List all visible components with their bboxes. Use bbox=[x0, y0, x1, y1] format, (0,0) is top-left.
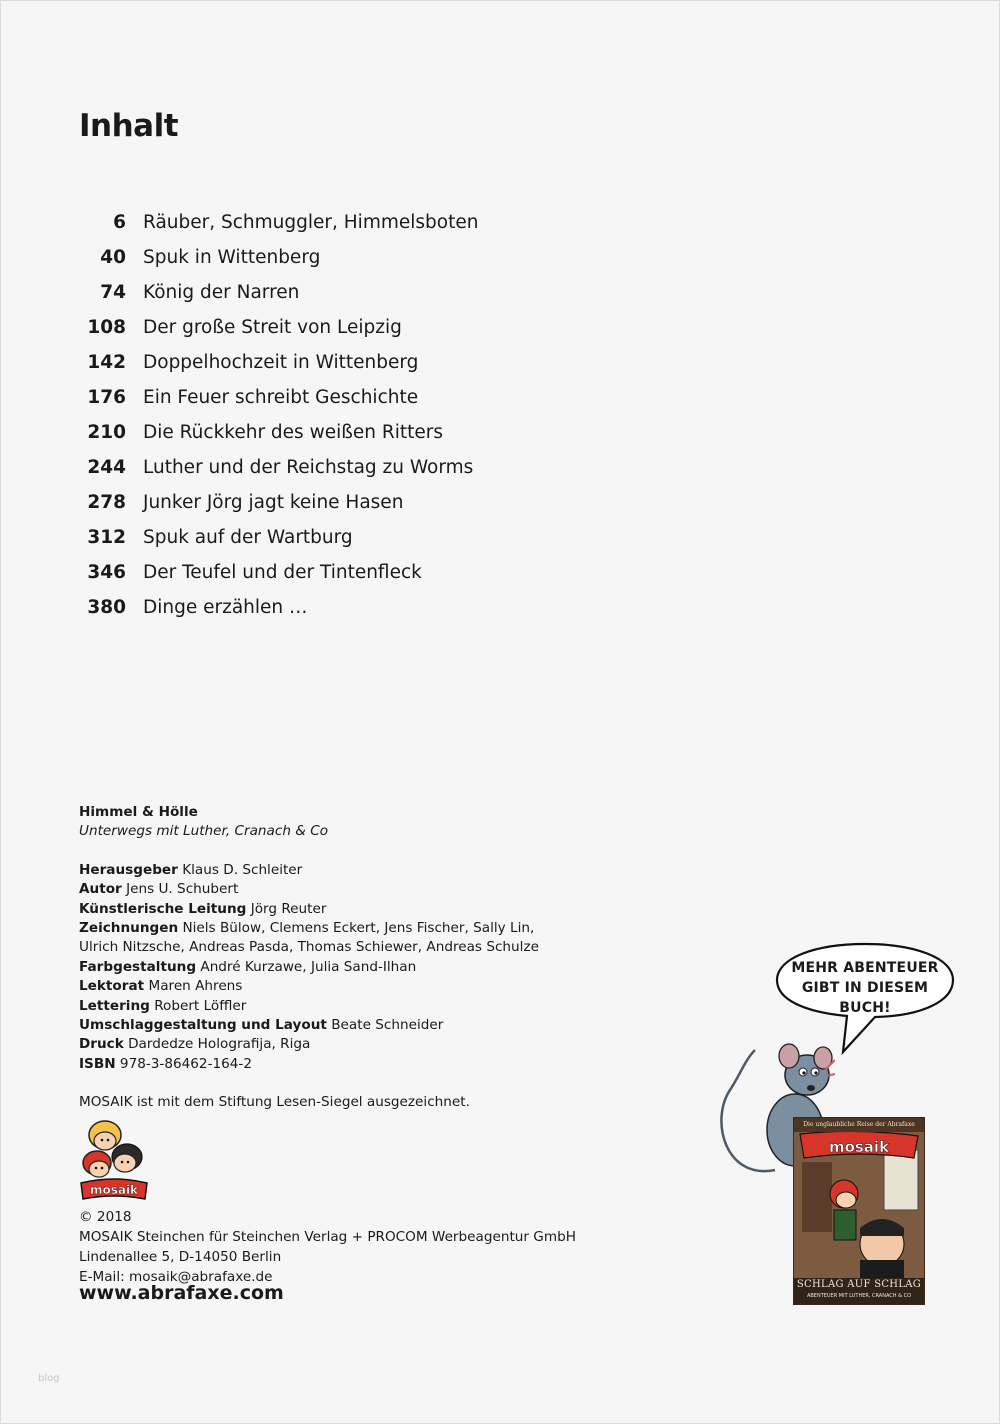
credit-line bbox=[79, 1035, 599, 1054]
credit-line-continued bbox=[79, 938, 599, 957]
credit-value: Klaus D. Schleiter bbox=[182, 861, 303, 878]
cover-title: SCHLAG AUF SCHLAG bbox=[796, 1279, 922, 1290]
credit-label: Umschlaggestaltung und Layout bbox=[79, 1017, 327, 1034]
credit-label: Lettering bbox=[79, 997, 150, 1014]
toc-page-number: 380 bbox=[87, 597, 126, 618]
copyright-year: © 2018 bbox=[79, 1209, 132, 1225]
logo-text: mosaik bbox=[89, 1183, 139, 1197]
credit-label: Farbgestaltung bbox=[79, 958, 197, 975]
table-of-contents bbox=[79, 205, 679, 625]
toc-entry[interactable] bbox=[79, 240, 679, 275]
toc-chapter-title: Spuk auf der Wartburg bbox=[143, 527, 353, 548]
cover-subtitle: ABENTEUER MIT LUTHER, CRANACH & CO bbox=[806, 1293, 912, 1299]
toc-chapter-title: Räuber, Schmuggler, Himmelsboten bbox=[143, 212, 479, 233]
toc-page-number: 244 bbox=[87, 457, 126, 478]
toc-chapter-title: König der Narren bbox=[143, 282, 300, 303]
credit-value: Niels Bülow, Clemens Eckert, Jens Fischer, Sally Lin, bbox=[182, 920, 535, 937]
credit-label: Autor bbox=[79, 881, 122, 898]
toc-entry[interactable] bbox=[79, 520, 679, 555]
credit-value: Jörg Reuter bbox=[250, 900, 327, 917]
credit-value: André Kurzawe, Julia Sand-Ilhan bbox=[200, 958, 417, 975]
toc-page-number: 346 bbox=[87, 562, 126, 583]
copyright-block bbox=[79, 1207, 639, 1287]
credit-label: Lektorat bbox=[79, 978, 145, 995]
toc-entry[interactable] bbox=[79, 485, 679, 520]
toc-page-number: 74 bbox=[100, 282, 126, 303]
toc-page-number: 108 bbox=[87, 317, 126, 338]
credit-line bbox=[79, 1016, 599, 1035]
cover-title-band bbox=[794, 1278, 924, 1304]
credit-line bbox=[79, 861, 599, 880]
toc-entry[interactable] bbox=[79, 275, 679, 310]
bubble-line: MEHR ABENTEUER bbox=[791, 960, 939, 976]
toc-chapter-title: Spuk in Wittenberg bbox=[143, 247, 321, 268]
cover-illustration bbox=[794, 1132, 924, 1280]
toc-chapter-title: Der Teufel und der Tintenfleck bbox=[143, 562, 422, 583]
toc-chapter-title: Luther und der Reichstag zu Worms bbox=[143, 457, 474, 478]
toc-page-number: 40 bbox=[100, 247, 126, 268]
credit-label: Herausgeber bbox=[79, 861, 178, 878]
bubble-line: GIBT IN DIESEM BUCH! bbox=[801, 980, 929, 1016]
book-subtitle: Unterwegs mit Luther, Cranach & Co bbox=[79, 823, 329, 840]
mosaik-logo bbox=[79, 1117, 149, 1203]
credit-line bbox=[79, 958, 599, 977]
email[interactable]: E-Mail: mosaik@abrafaxe.de bbox=[79, 1269, 273, 1285]
toc-page-number: 312 bbox=[87, 527, 126, 548]
credit-line bbox=[79, 997, 599, 1016]
toc-entry[interactable] bbox=[79, 415, 679, 450]
toc-chapter-title: Dinge erzählen … bbox=[143, 597, 308, 618]
toc-page-number: 176 bbox=[87, 387, 126, 408]
toc-chapter-title: Der große Streit von Leipzig bbox=[143, 317, 402, 338]
credit-value: Maren Ahrens bbox=[148, 978, 243, 995]
credit-value: Ulrich Nitzsche, Andreas Pasda, Thomas Schiewer, Andreas Schulze bbox=[79, 939, 539, 956]
toc-chapter-title: Doppelhochzeit in Wittenberg bbox=[143, 352, 419, 373]
book-cover[interactable] bbox=[793, 1117, 925, 1305]
cover-series: Die unglaubliche Reise der Abrafaxe bbox=[794, 1118, 924, 1132]
page-title: Inhalt bbox=[79, 108, 179, 144]
credit-line bbox=[79, 977, 599, 996]
toc-entry[interactable] bbox=[79, 380, 679, 415]
credit-value: Robert Löffler bbox=[154, 997, 247, 1014]
credit-label: ISBN bbox=[79, 1055, 116, 1072]
credit-label: Zeichnungen bbox=[79, 920, 179, 937]
credit-line bbox=[79, 900, 599, 919]
toc-entry[interactable] bbox=[79, 345, 679, 380]
credit-label: Druck bbox=[79, 1036, 124, 1053]
address: Lindenallee 5, D-14050 Berlin bbox=[79, 1249, 282, 1265]
toc-entry[interactable] bbox=[79, 555, 679, 590]
website-link[interactable]: www.abrafaxe.com bbox=[79, 1282, 284, 1304]
credit-line bbox=[79, 880, 599, 899]
credit-line bbox=[79, 919, 599, 938]
toc-page-number: 210 bbox=[87, 422, 126, 443]
watermark: blog bbox=[38, 1373, 60, 1384]
cover-logo: mosaik bbox=[828, 1138, 890, 1156]
credit-value: Dardedze Holografija, Riga bbox=[128, 1036, 311, 1053]
book-title: Himmel & Hölle bbox=[79, 804, 198, 820]
toc-entry[interactable] bbox=[79, 590, 679, 625]
toc-chapter-title: Ein Feuer schreibt Geschichte bbox=[143, 387, 419, 408]
toc-page-number: 6 bbox=[113, 212, 126, 233]
credit-label: Künstlerische Leitung bbox=[79, 900, 247, 917]
credit-value: Beate Schneider bbox=[331, 1017, 444, 1034]
award-note: MOSAIK ist mit dem Stiftung Lesen-Siegel ausgezeichnet. bbox=[79, 1094, 470, 1111]
toc-entry[interactable] bbox=[79, 310, 679, 345]
imprint bbox=[79, 803, 599, 1113]
credit-value: Jens U. Schubert bbox=[126, 881, 239, 898]
credit-line bbox=[79, 1055, 599, 1074]
toc-chapter-title: Die Rückkehr des weißen Ritters bbox=[143, 422, 443, 443]
speech-bubble-text bbox=[775, 958, 955, 1018]
toc-entry[interactable] bbox=[79, 205, 679, 240]
toc-page-number: 142 bbox=[87, 352, 126, 373]
toc-chapter-title: Junker Jörg jagt keine Hasen bbox=[143, 492, 404, 513]
credit-value: 978-3-86462-164-2 bbox=[119, 1055, 252, 1072]
publisher: MOSAIK Steinchen für Steinchen Verlag + PROCOM Werbeagentur GmbH bbox=[79, 1229, 576, 1245]
toc-page-number: 278 bbox=[87, 492, 126, 513]
toc-entry[interactable] bbox=[79, 450, 679, 485]
